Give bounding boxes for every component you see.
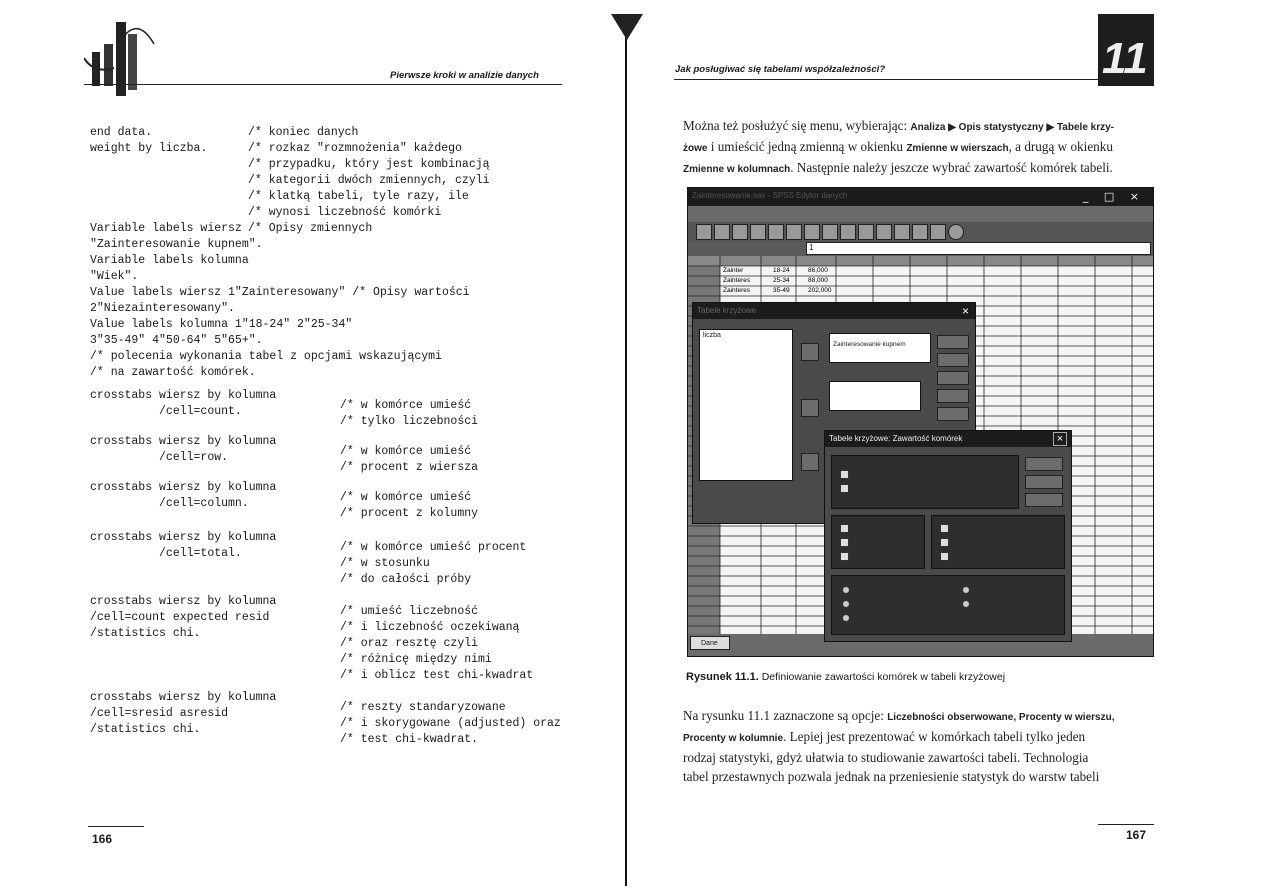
code-comment: /* procent z kolumny — [340, 507, 479, 520]
code-comment: /* i skorygowane (adjusted) oraz — [340, 717, 561, 730]
code-statement: /cell=column. — [90, 497, 249, 510]
rows-variable-box[interactable] — [829, 333, 931, 363]
standardized-residuals-checkbox[interactable] — [940, 538, 949, 547]
book-spine-top — [611, 14, 643, 40]
cell-display-close-icon[interactable]: × — [1053, 432, 1067, 446]
intro-menu-path: Analiza ▶ Opis statystyczny ▶ Tabele krzy- — [910, 122, 1115, 133]
grid-cell[interactable]: 86,000 — [808, 267, 828, 274]
code-comment: /* oraz resztę czyli — [340, 637, 479, 650]
toolbar-redo-icon[interactable] — [786, 224, 802, 240]
intro-cols-box: Zmienne w kolumnach — [683, 164, 791, 175]
code-statement: "Zainteresowanie kupnem". — [90, 238, 263, 251]
figure-caption — [686, 671, 1005, 683]
dialog-reset-button[interactable] — [937, 371, 969, 385]
row-percent-checkbox[interactable] — [840, 524, 849, 533]
code-statement: crosstabs wiersz by kolumna — [90, 691, 277, 704]
toolbar-variables-icon[interactable] — [822, 224, 838, 240]
toolbar-split-icon[interactable] — [894, 224, 910, 240]
body-text-3: rodzaj statystyki, gdyż ułatwia to studiowanie zawartości tabeli. Technologia — [683, 750, 1089, 765]
code-statement: crosstabs wiersz by kolumna — [90, 531, 277, 544]
cell-display-dialog-title: Tabele krzyżowe: Zawartość komórek — [829, 434, 963, 443]
code-statement: 3"35-49" 4"50-64" 5"65+". — [90, 334, 263, 347]
left-running-header: Pierwsze kroki w analizie danych — [390, 70, 539, 81]
body-paragraph — [683, 706, 1155, 786]
toolbar-weight-icon[interactable] — [912, 224, 928, 240]
code-statement: 2"Niezainteresowany". — [90, 302, 235, 315]
toolbar-find-icon[interactable] — [840, 224, 856, 240]
toolbar-undo-icon[interactable] — [768, 224, 784, 240]
left-header-rule — [84, 84, 562, 85]
code-statement: /cell=row. — [90, 451, 229, 464]
toolbar-labels-icon[interactable] — [948, 224, 964, 240]
figure-caption-text: Definiowanie zawartości komórek w tabeli krzyżowej — [761, 671, 1006, 683]
left-page-number: 166 — [92, 832, 113, 846]
help-button[interactable] — [1025, 493, 1063, 507]
code-comment: /* do całości próby — [340, 573, 472, 586]
code-statement: Value labels kolumna 1"18-24" 2"25-34" — [90, 318, 353, 331]
round-cell-counts-radio[interactable] — [842, 586, 850, 594]
toolbar-save-icon[interactable] — [714, 224, 730, 240]
crosstabs-dialog-title: Tabele krzyżowe — [697, 306, 757, 315]
code-statement: /cell=count expected resid — [90, 611, 270, 624]
counts-group — [831, 455, 1019, 509]
right-header-rule — [674, 79, 1098, 80]
column-percent-checkbox[interactable] — [840, 538, 849, 547]
book-spine — [625, 14, 627, 886]
toolbar-insert-var-icon[interactable] — [876, 224, 892, 240]
right-footer-rule — [1098, 824, 1154, 825]
code-comment: /* kategorii dwóch zmiennych, czyli — [248, 174, 490, 187]
code-comment: /* w komórce umieść — [340, 445, 472, 458]
toolbar-dialog-icon[interactable] — [750, 224, 766, 240]
move-to-columns-button[interactable] — [801, 399, 819, 417]
code-statement: Value labels wiersz 1"Zainteresowany" /* Opisy wartości — [90, 286, 470, 299]
code-statement: /statistics chi. — [90, 627, 201, 640]
code-statement: "Wiek". — [90, 270, 139, 283]
right-page-number: 167 — [1126, 828, 1147, 842]
grid-cell[interactable]: Zainteres — [723, 287, 751, 294]
residuals-group — [931, 515, 1065, 569]
cell-display-dialog — [824, 430, 1072, 642]
dialog-ok-button[interactable] — [937, 335, 969, 349]
spss-window-title: Zainteresowanie.sav - SPSS Edytor danych — [692, 191, 848, 200]
code-comment: /* rozkaz "rozmnożenia" każdego — [248, 142, 462, 155]
left-footer-rule — [88, 826, 144, 827]
body-options-1: Liczebności obserwowane, Procenty w wierszu, — [887, 712, 1115, 723]
code-comment: /* koniec danych — [248, 126, 359, 139]
code-statement: crosstabs wiersz by kolumna — [90, 435, 277, 448]
crosstabs-dialog-titlebar — [693, 303, 975, 319]
body-text-1: Na rysunku 11.1 zaznaczone są opcje: — [683, 708, 888, 723]
body-options-2: Procenty w kolumnie — [683, 733, 784, 744]
intro-text-3: , a drugą w okienku — [1008, 139, 1113, 154]
intro-text-1: Można też posłużyć się menu, wybierając: — [683, 118, 911, 133]
code-comment: /* klatką tabeli, tyle razy, ile — [248, 190, 469, 203]
code-comment: /* i liczebność oczekiwaną — [340, 621, 520, 634]
code-statement: weight by liczba. — [90, 142, 208, 155]
grid-cell[interactable]: 202,000 — [808, 287, 832, 294]
code-comment: /* w komórce umieść procent — [340, 541, 527, 554]
sheet-tab-data[interactable]: Dane — [690, 636, 730, 650]
toolbar-insert-case-icon[interactable] — [858, 224, 874, 240]
code-comment: /* umieść liczebność — [340, 605, 479, 618]
no-adjustment-radio[interactable] — [842, 614, 850, 622]
cell-value-field[interactable]: 1 — [806, 242, 1151, 255]
code-comment: /* w komórce umieść — [340, 491, 472, 504]
code-comment: /* procent z wiersza — [340, 461, 479, 474]
rows-variable-item[interactable]: Zainteresowanie kupnem — [833, 341, 906, 348]
intro-rows-box: Zmienne w wierszach — [906, 143, 1009, 154]
move-to-layer-button[interactable] — [801, 453, 819, 471]
code-statement: crosstabs wiersz by kolumna — [90, 595, 277, 608]
code-comment: /* test chi-kwadrat. — [340, 733, 479, 746]
code-statement: /* na zawartość komórek. — [90, 366, 256, 379]
spss-cell-editor[interactable] — [688, 242, 1153, 256]
code-statement: end data. — [90, 126, 153, 139]
move-to-rows-button[interactable] — [801, 343, 819, 361]
round-case-weights-radio[interactable] — [962, 586, 970, 594]
grid-cell[interactable]: 25-34 — [773, 277, 790, 284]
observed-counts-checkbox[interactable] — [840, 470, 849, 479]
dialog-paste-button[interactable] — [937, 353, 969, 367]
code-comment: /* różnicę między nimi — [340, 653, 492, 666]
spss-menubar[interactable] — [688, 206, 1153, 222]
grid-cell[interactable]: 35-49 — [773, 287, 790, 294]
figure-caption-label: Rysunek 11.1. — [686, 671, 759, 683]
grid-cell[interactable]: 88,000 — [808, 277, 828, 284]
code-comment: /* Opisy zmiennych — [248, 222, 373, 235]
noninteger-weights-group — [831, 575, 1065, 635]
expected-counts-checkbox[interactable] — [840, 484, 849, 493]
intro-paragraph — [683, 116, 1155, 179]
continue-button[interactable] — [1025, 457, 1063, 471]
book-logo-icon — [84, 18, 164, 100]
code-comment: /* tylko liczebności — [340, 415, 479, 428]
body-text-4: tabel przestawnych pozwala jednak na przeniesienie statystyk do warstw tabeli — [683, 769, 1100, 784]
cell-display-dialog-titlebar — [825, 431, 1071, 447]
toolbar-print-icon[interactable] — [732, 224, 748, 240]
code-comment: /* przypadku, który jest kombinacją — [248, 158, 490, 171]
code-statement: /statistics chi. — [90, 723, 201, 736]
crosstabs-dialog-close-icon[interactable]: × — [961, 304, 969, 318]
truncate-cell-counts-radio[interactable] — [842, 600, 850, 608]
code-statement: crosstabs wiersz by kolumna — [90, 481, 277, 494]
dialog-cancel-button[interactable] — [937, 389, 969, 403]
code-statement: /cell=sresid asresid — [90, 707, 229, 720]
toolbar-select-icon[interactable] — [930, 224, 946, 240]
code-comment: /* w stosunku — [340, 557, 430, 570]
code-statement: /* polecenia wykonania tabel z opcjami wskazującymi — [90, 350, 442, 363]
code-statement: crosstabs wiersz by kolumna — [90, 389, 277, 402]
spss-titlebar — [688, 188, 1153, 206]
intro-text-2: i umieścić jedną zmienną w okienku — [707, 139, 907, 154]
code-comment: /* w komórce umieść — [340, 399, 472, 412]
toolbar-goto-icon[interactable] — [804, 224, 820, 240]
code-comment: /* reszty standaryzowane — [340, 701, 506, 714]
grid-cell[interactable]: 18-24 — [773, 267, 790, 274]
grid-cell[interactable]: Zainter — [723, 267, 744, 274]
chapter-tab — [1098, 14, 1154, 86]
chapter-number: 11 — [1102, 34, 1148, 83]
variable-source-list[interactable] — [699, 329, 793, 481]
spss-screenshot-figure — [687, 187, 1154, 657]
code-statement: Variable labels wiersz — [90, 222, 242, 235]
code-statement: /cell=count. — [90, 405, 242, 418]
cancel-button[interactable] — [1025, 475, 1063, 489]
total-percent-checkbox[interactable] — [840, 552, 849, 561]
code-statement: Variable labels kolumna — [90, 254, 249, 267]
unstandardized-residuals-checkbox[interactable] — [940, 524, 949, 533]
code-comment: /* i oblicz test chi-kwadrat — [340, 669, 534, 682]
body-text-2: . Lepiej jest prezentować w komórkach tabeli tylko jeden — [783, 729, 1086, 744]
columns-variable-box[interactable] — [829, 381, 921, 411]
grid-cell[interactable]: Zainteres — [723, 277, 751, 284]
code-comment: /* wynosi liczebność komórki — [248, 206, 442, 219]
adjusted-residuals-checkbox[interactable] — [940, 552, 949, 561]
toolbar-open-icon[interactable] — [696, 224, 712, 240]
intro-text-4: . Następnie należy jeszcze wybrać zawartość komórek tabeli. — [790, 160, 1113, 175]
window-control-buttons[interactable]: _ □ × — [1082, 190, 1145, 203]
intro-menu-path-end: żowe — [683, 143, 708, 154]
right-running-header: Jak posługiwać się tabelami współzależności? — [675, 64, 886, 75]
dialog-help-button[interactable] — [937, 407, 969, 421]
truncate-case-weights-radio[interactable] — [962, 600, 970, 608]
variable-list-item[interactable]: liczba — [703, 332, 721, 339]
code-statement: /cell=total. — [90, 547, 242, 560]
percentages-group — [831, 515, 925, 569]
